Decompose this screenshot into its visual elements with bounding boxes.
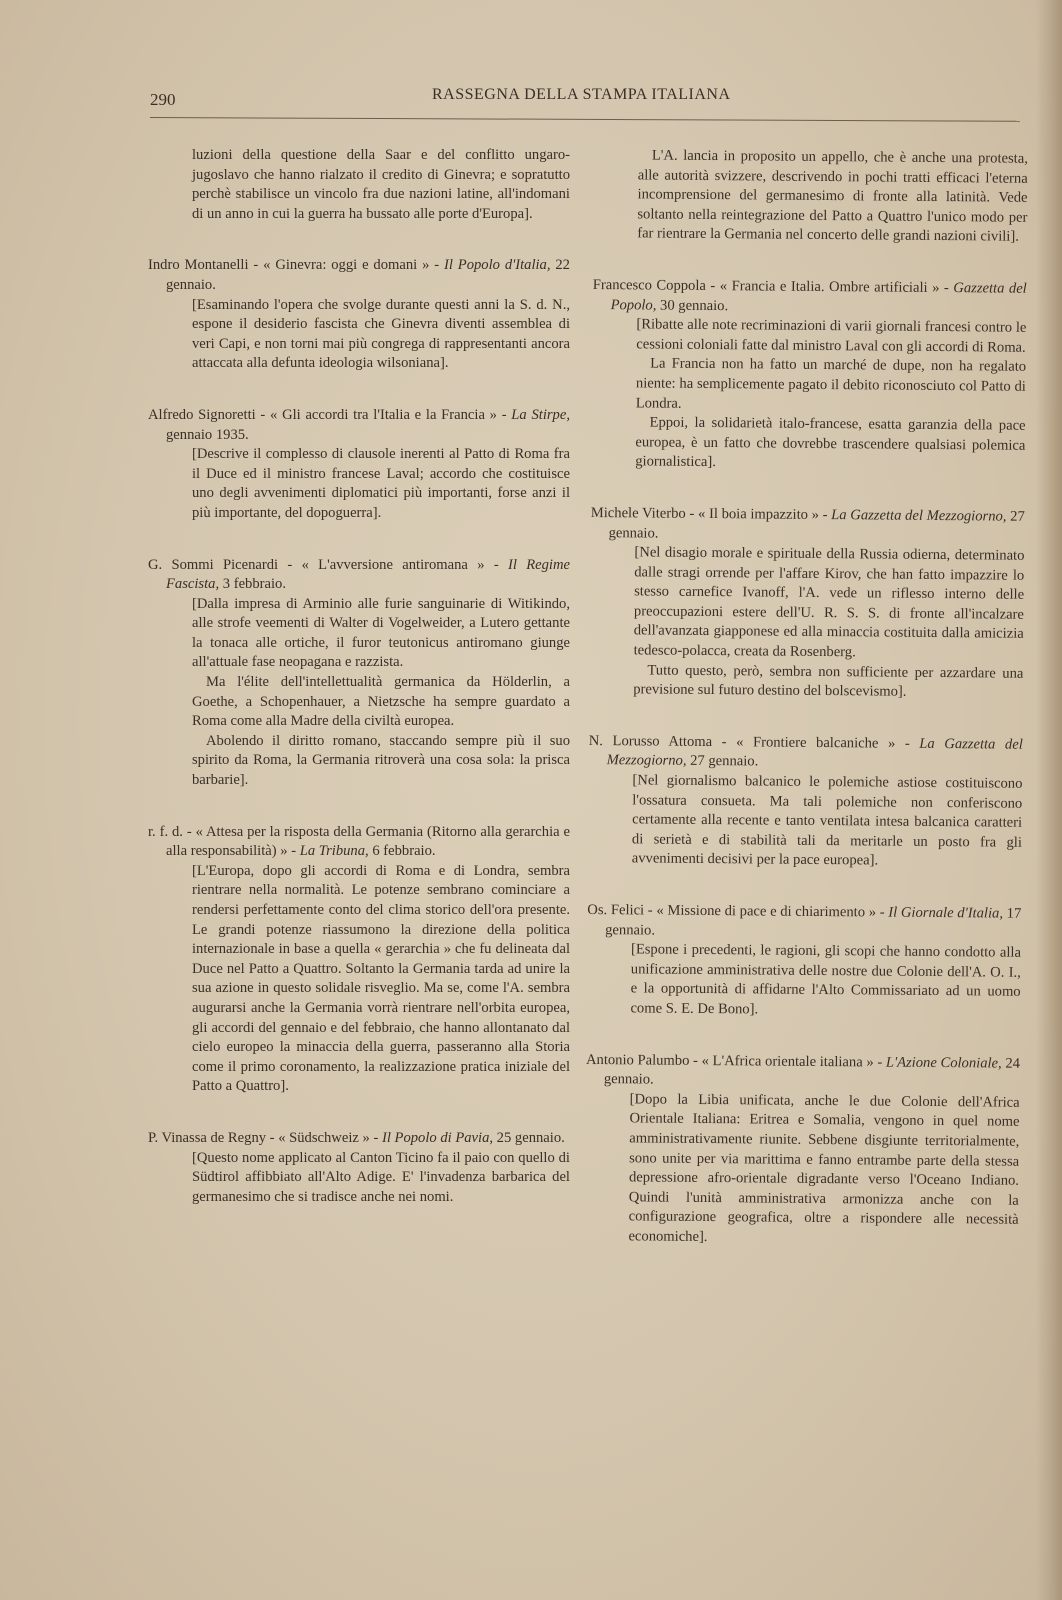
entry-note bbox=[591, 315, 1026, 476]
page-number: 290 bbox=[150, 90, 176, 109]
entry-note bbox=[148, 445, 570, 523]
page-header bbox=[150, 84, 1030, 116]
entry-title: « Missione di pace e di chiarimento » bbox=[656, 902, 877, 921]
entry-note bbox=[148, 595, 570, 791]
paragraph: [L'Europa, dopo gli accordi di Roma e di Londra, sembra rientrare nella normalità. Le potenze sembrano cominciare a rendersi perfettamente conto del clima storico dell'ora presente. Le grandi potenze riassumono la direzione della politica internazionale in base a quella « gerarchia » che fu delineata dal Duce nel Patto a Quattro. Soltanto la Germania tarda ad unire la sua azione in questo solidale risveglio. Ma se, come l'A. sembra augurarsi anche la Germania vorrà rientrare nell'orbita europea, gli accordi del gennaio e del febbraio, che hanno allontanato dal cielo europeo la minaccia della guerra, passeranno alla Storia come il primo coronamento, la realizzazione pratica iniziale del Patto a Quattro]. bbox=[192, 862, 570, 1095]
entry-date: 17 gennaio. bbox=[605, 905, 1022, 939]
entry-heading bbox=[589, 732, 1023, 775]
paragraph: luzioni della questione della Saar e del conflitto ungaro-jugoslavo che hanno rialzato il credito di Ginevra; e sopratutto perchè stabilisce un vincolo fra due nazioni latine, all'indomani di un anno in cui la guerra ha bussato alle porte d'Europa]. bbox=[192, 147, 570, 222]
entry-author: P. Vinassa de Regny - bbox=[148, 1129, 279, 1146]
review-entry bbox=[148, 1129, 570, 1207]
entry-source: - La Gazzetta del Mezzogiorno, bbox=[606, 735, 1023, 770]
paragraph: Abolendo il diritto romano, staccando sempre più il suo spirito da Roma, la Germania ritroverà una cosa sola: la prisca barbarie]. bbox=[192, 732, 570, 789]
paragraph: La Francia non ha fatto un marché de dupe, non ha regalato niente: ha semplicemente pagato il debito riconosciuto col Patto di Londra. bbox=[635, 355, 1027, 412]
entry-note bbox=[588, 771, 1023, 873]
entry-heading bbox=[148, 556, 570, 595]
running-title: RASSEGNA DELLA STAMPA ITALIANA bbox=[432, 86, 731, 103]
header-rule bbox=[150, 117, 1020, 122]
entry-date: 27 gennaio. bbox=[608, 508, 1025, 542]
entry-author: N. Lorusso Attoma - bbox=[588, 732, 737, 751]
entry-title: « L'Africa orientale italiana » bbox=[701, 1052, 874, 1071]
entry-date: 3 febbraio. bbox=[219, 576, 286, 593]
entry-author: Michele Viterbo - bbox=[590, 504, 699, 522]
paragraph: L'A. lancia in proposito un appello, che è anche una protesta, alle autorità svizzere, descrivendo in pochi tratti efficaci l'eterna incomprensione del germanesimo di fronte alla latinità. Vede soltanto nella reintegrazione del Patto a Quattro l'unico modo per far rientrare la Germania nel concerto delle grandi nazioni civili]. bbox=[637, 147, 1028, 246]
review-entry bbox=[586, 901, 1021, 1022]
entry-heading bbox=[148, 406, 570, 445]
right-column bbox=[584, 146, 1028, 1282]
entry-note bbox=[586, 940, 1021, 1022]
entry-author: Alfredo Signoretti - bbox=[148, 406, 271, 423]
entry-author: Antonio Palumbo - bbox=[585, 1051, 702, 1069]
entry-heading bbox=[148, 1129, 570, 1149]
entry-source: - Il Regime Fascista, bbox=[166, 556, 570, 593]
entry-author: Indro Montanelli - bbox=[148, 257, 264, 274]
entry-date: 25 gennaio. bbox=[493, 1129, 565, 1146]
entry-author: Os. Felici - bbox=[587, 901, 657, 919]
entry-source: - La Gazzetta del Mezzogiorno, bbox=[818, 506, 1007, 525]
entry-date: 30 gennaio. bbox=[656, 297, 729, 314]
entry-heading bbox=[587, 901, 1021, 944]
entry-heading bbox=[148, 823, 570, 862]
entry-title: « L'avversione antiromana » bbox=[301, 556, 485, 573]
entry-source: - La Stirpe, bbox=[496, 406, 570, 423]
review-entry bbox=[589, 504, 1025, 704]
entry-author: Francesco Coppola - bbox=[592, 276, 720, 295]
review-entry bbox=[148, 823, 570, 1097]
paragraph: [Nel giornalismo balcanico le polemiche astiose costituiscono l'ossatura consueta. Ma tali polemiche non conferiscono certamente alla recente e tanto ventilata intesa balcanica caratteri di serietà e di stabilità tali da meritarle un posto fra gli avvenimenti decisivi per la pace europea]. bbox=[631, 772, 1023, 869]
continued-text bbox=[148, 146, 570, 224]
page-edge-shadow bbox=[1036, 0, 1062, 1600]
entry-source: - Il Popolo d'Italia, bbox=[429, 257, 551, 274]
paragraph: Tutto questo, però, sembra non sufficiente per azzardare una previsione sul futuro destino del bolscevismo]. bbox=[633, 662, 1024, 700]
paragraph: [Descrive il complesso di clausole inerenti al Patto di Roma fra il Duce ed il ministro francese Laval; accordo che costituisce uno degli avvenimenti diplomatici più importanti, forse anzi il più importante, del dopoguerra]. bbox=[192, 446, 570, 521]
review-entry bbox=[148, 556, 570, 791]
review-entry bbox=[584, 1051, 1020, 1251]
entry-title: « Südschweiz » bbox=[278, 1129, 370, 1146]
entry-title: « Attesa per la risposta della Germania (Ritorno alla gerarchia e alla responsabilità) » bbox=[166, 823, 570, 860]
paragraph: Eppoi, la solidarietà italo-francese, esatta garanzia della pace europea, è un fatto che dovrebbe trascendere qualsiasi polemica giornalistica]. bbox=[635, 414, 1026, 471]
entry-source: - Il Popolo di Pavia, bbox=[369, 1129, 494, 1146]
entry-date: gennaio 1935. bbox=[166, 426, 249, 443]
entry-title: « Gli accordi tra l'Italia e la Francia » bbox=[270, 406, 497, 423]
entry-title: « Francia e Italia. Ombre artificiali » bbox=[719, 278, 940, 296]
paragraph: [Ribatte alle note recriminazioni di varii giornali francesi contro le cessioni coloniali fatte dal ministro Laval con gli accordi di Roma. bbox=[636, 316, 1027, 356]
paragraph: [Esaminando l'opera che svolge durante questi anni la S. d. N., espone il desiderio fascista che Ginevra diventi assemblea di veri Capi, e non torni mai più congrega di rappresentanti ancora attaccata alla defunta ideologia wilsoniana]. bbox=[192, 296, 570, 372]
entry-title: « Il boia impazzito » bbox=[697, 505, 820, 523]
review-entry bbox=[591, 276, 1027, 476]
entry-source: - La Tribuna, bbox=[287, 843, 369, 860]
entry-author: G. Sommi Picenardi - bbox=[148, 556, 302, 573]
entry-author: r. f. d. - bbox=[148, 823, 196, 840]
paragraph: [Questo nome applicato al Canton Ticino fa il paio con quello di Südtirol affibbiato all'Alto Adige. E' l'invadenza barbarica del germanesimo che si tradisce anche nei nomi. bbox=[192, 1149, 570, 1205]
entry-heading bbox=[586, 1051, 1020, 1094]
entry-note bbox=[148, 296, 570, 374]
entry-heading bbox=[591, 504, 1025, 547]
entry-source: - Il Giornale d'Italia, bbox=[875, 904, 1004, 922]
left-column bbox=[148, 146, 570, 1239]
continued-text bbox=[593, 146, 1028, 248]
entry-title: « Ginevra: oggi e domani » bbox=[263, 257, 430, 274]
entry-note bbox=[589, 543, 1024, 704]
entry-date: 27 gennaio. bbox=[686, 753, 759, 770]
entry-note bbox=[584, 1090, 1019, 1251]
paragraph: [Espone i precedenti, le ragioni, gli scopi che hanno condotto alla unificazione amministrativa delle nostre due Colonie dell'A. O. I., e la opportunità di affidarne l'Alto Commissariato ad un uomo come S. E. De Bono]. bbox=[630, 941, 1022, 1018]
entry-date: 6 febbraio. bbox=[368, 843, 436, 860]
entry-note bbox=[148, 1149, 570, 1208]
entry-date: 24 gennaio. bbox=[603, 1055, 1021, 1088]
review-entry bbox=[148, 256, 570, 374]
paragraph: [Nel disagio morale e spirituale della Russia odierna, determinato dalle stragi orrende per l'affare Kirov, che han fatto impazzire lo stesso carnefice Ivanoff, l'A. vede un riflesso interno delle preoccupazioni estere dell'U. R. S. S. di fronte all'incalzare dell'avanzata giapponese ed alla minaccia costituita dalla amicizia tedesco-polacca, creata da Rosenberg. bbox=[633, 544, 1025, 661]
entry-title: « Frontiere balcaniche » bbox=[736, 734, 896, 752]
review-entry bbox=[588, 732, 1023, 873]
paragraph: [Dalla impresa di Arminio alle furie sanguinarie di Witikindo, alle strofe veementi di Walter di Vogelweider, a Lutero gettante la tonaca alle ortiche, il furor teutonicus antiromano giunge all'attuale fase neopagana e razzista. bbox=[192, 595, 570, 671]
entry-heading bbox=[593, 276, 1027, 319]
paragraph: [Dopo la Libia unificata, anche le due Colonie dell'Africa Orientale Italiana: Eritrea e Somalia, vengono in quel nome amministrativamente riunite. Sebbene disgiunte territorialmente, sono unite per via marittima e fanno entrambe parte della stessa depressione afro-orientale digradante verso l'Oceano Indiano. Quindi l'unità amministrativa armonizza anche con la configurazione geografica, oltre a rispondere alle necessità economiche]. bbox=[628, 1091, 1020, 1245]
entry-source: - Gazzetta del Popolo, bbox=[610, 279, 1027, 314]
paragraph: Ma l'élite dell'intellettualità germanica da Hölderlin, a Goethe, a Schopenhauer, a Nietzsche ha sempre guardato a Roma come alla Madre della civiltà europea. bbox=[192, 674, 570, 730]
entry-heading bbox=[148, 256, 570, 295]
entry-date: 22 gennaio. bbox=[166, 257, 570, 293]
entry-note bbox=[148, 862, 570, 1097]
review-entry bbox=[148, 406, 570, 524]
entry-source: - L'Azione Coloniale, bbox=[873, 1054, 1002, 1072]
